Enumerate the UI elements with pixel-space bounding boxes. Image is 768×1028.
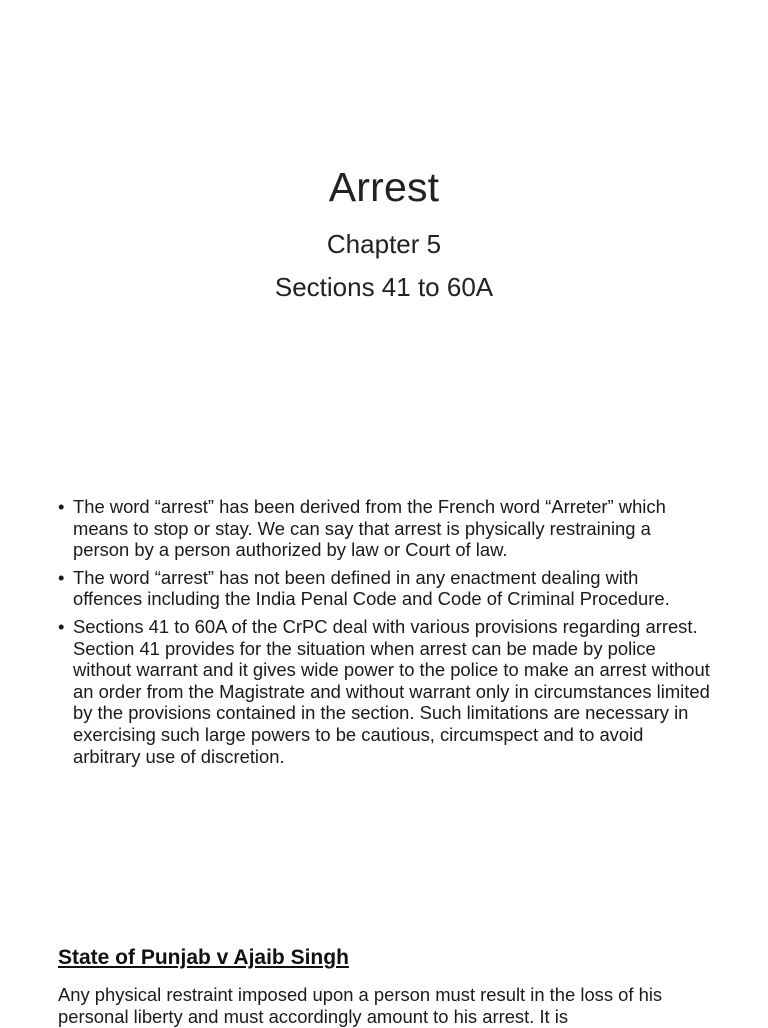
bullet-item	[58, 616, 710, 767]
slide-title: Arrest	[328, 164, 440, 210]
case-slide	[0, 920, 768, 1027]
case-text: Any physical restraint imposed upon a person must result in the loss of his personal liberty and must accordingly amount to his arrest. It is	[58, 984, 663, 1027]
bullet-text: Sections 41 to 60A of the CrPC deal with various provisions regarding arrest. Section 41 provides for the situation when arrest can be made by police without warrant and it gives wide power to the police to make an arrest without an order from the Magistrate and without warrant only in circumstances limited by the provisions contained in the section. Such limitations are necessary in exercising such large powers to be cautious, circumspect and to avoid arbitrary use of discretion.	[73, 615, 710, 767]
case-heading: State of Punjab v Ajaib Singh	[58, 946, 349, 969]
bullet-dot-icon: •	[58, 566, 65, 588]
slide-subtitle-chapter: Chapter 5	[326, 229, 442, 259]
bullet-item	[58, 567, 710, 610]
bullet-text: The word “arrest” has not been defined in any enactment dealing with offences including the India Penal Code and Code of Criminal Procedure.	[73, 566, 670, 610]
bullet-list	[58, 496, 710, 773]
bullet-dot-icon: •	[58, 615, 65, 637]
title-slide	[0, 0, 768, 440]
slide-subtitle-sections: Sections 41 to 60A	[274, 272, 494, 302]
bullet-dot-icon: •	[58, 496, 65, 517]
bullets-slide	[0, 440, 768, 920]
bullet-text: The word “arrest” has been derived from the French word “Arreter” which means to stop or stay. We can say that arrest is physically restraining a person by a person authorized by law or Court of law.	[73, 496, 666, 561]
bullet-item	[58, 496, 710, 561]
